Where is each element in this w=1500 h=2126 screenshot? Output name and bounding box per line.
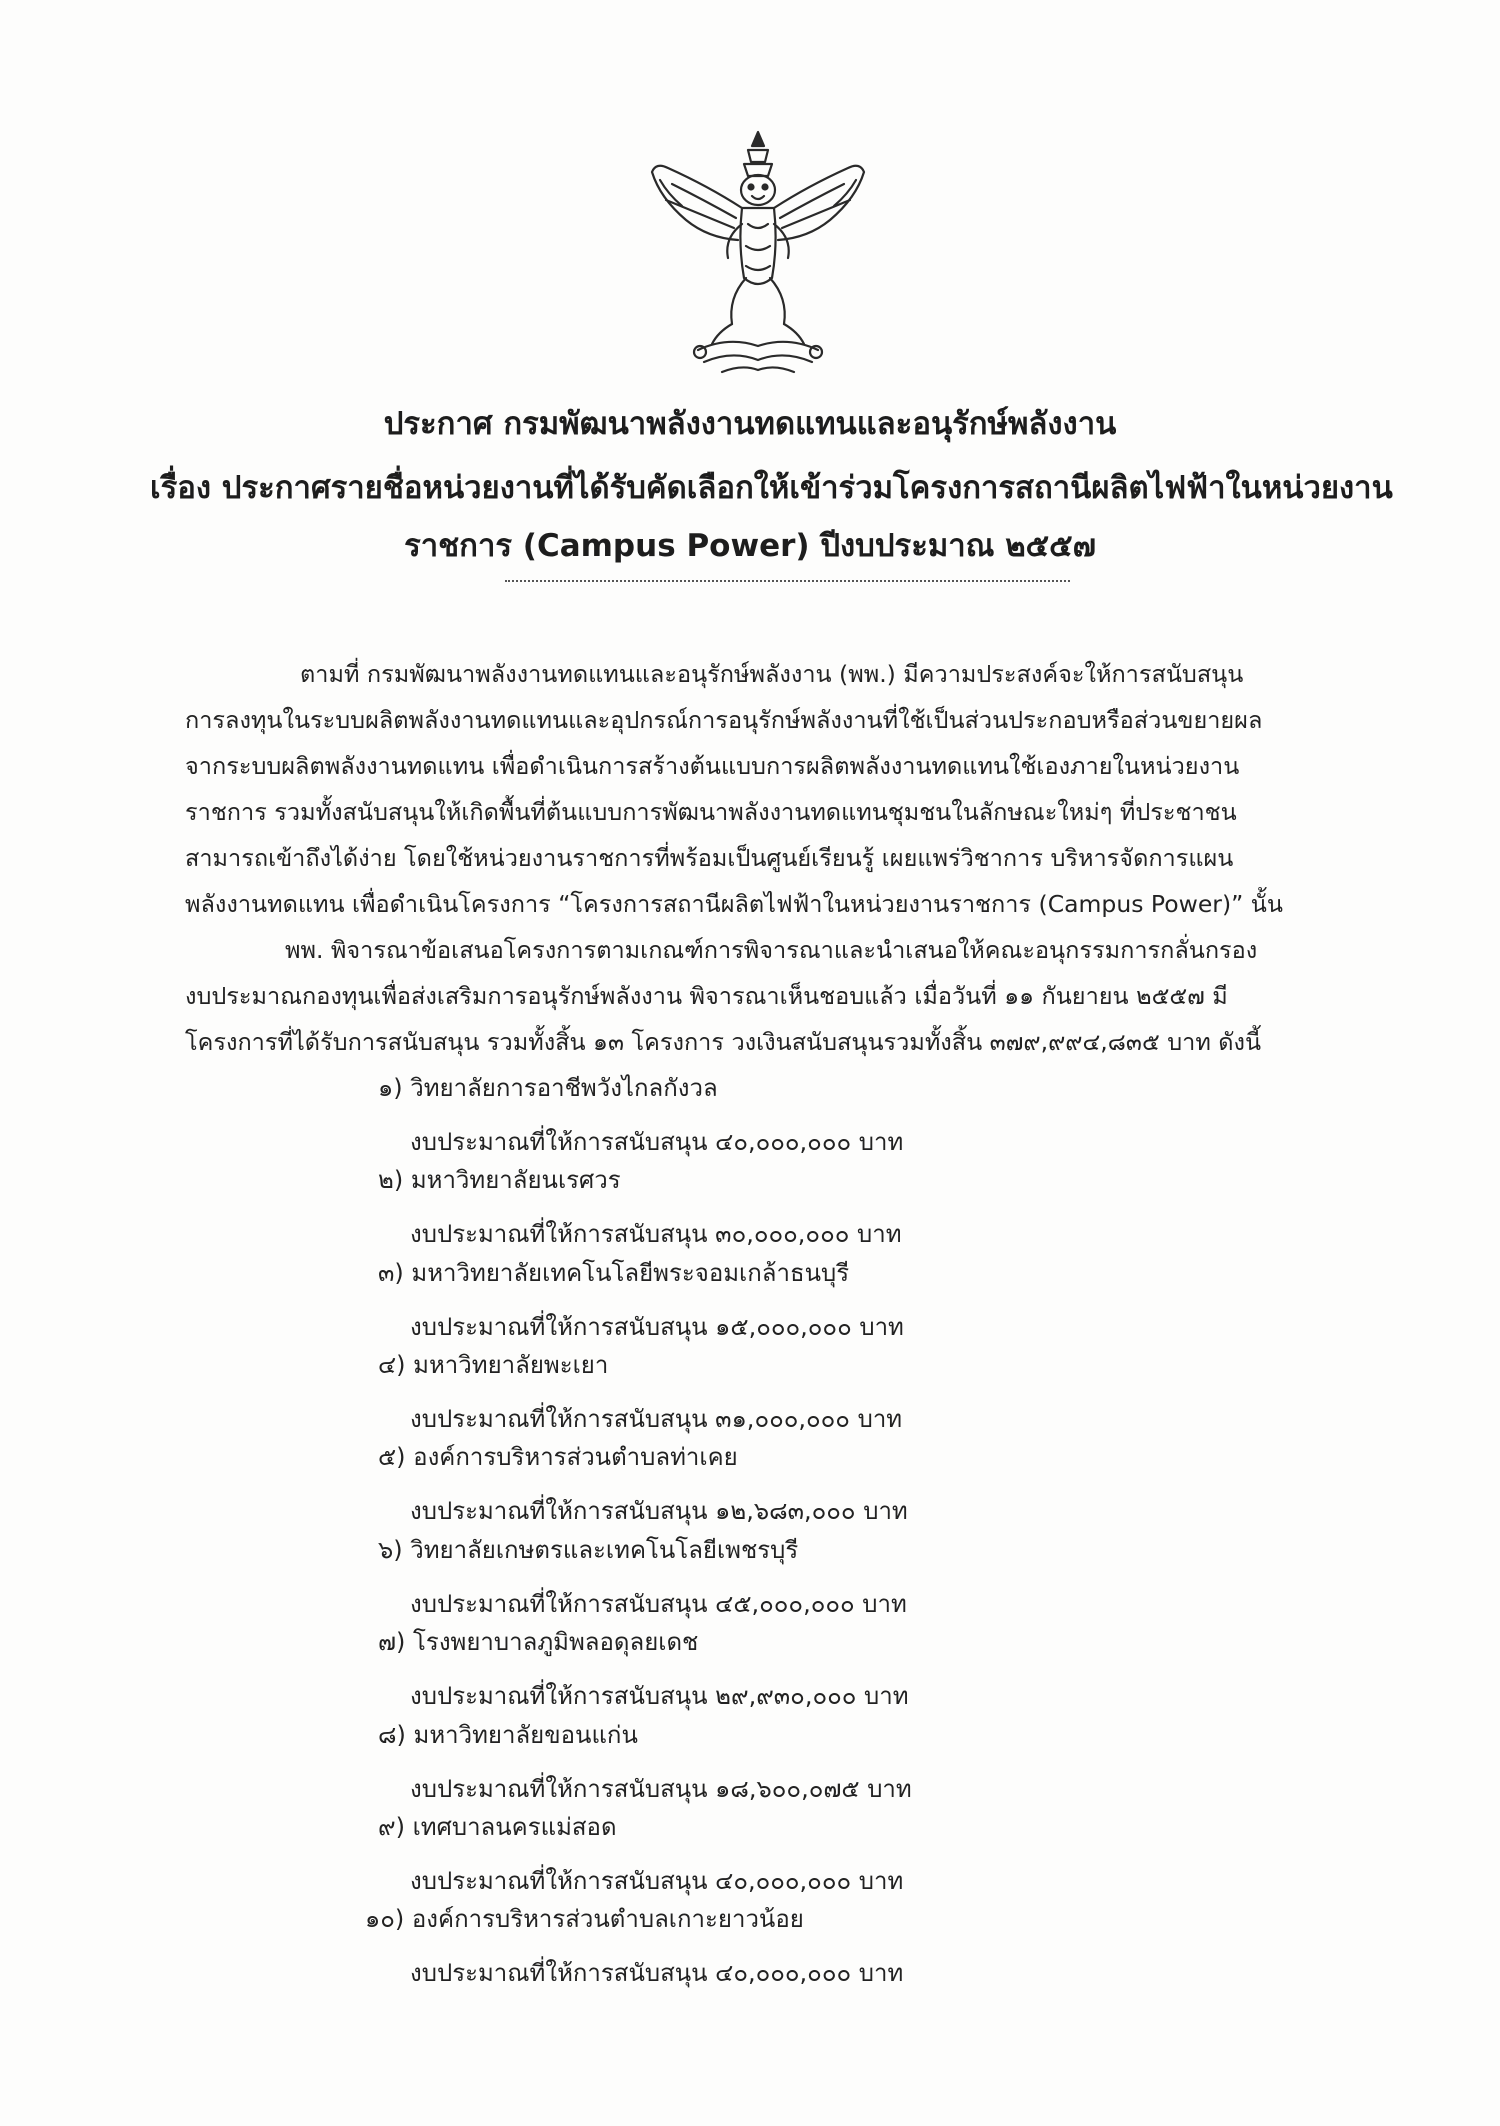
list-item-name: ๘) มหาวิทยาลัยขอนแก่น [378,1721,638,1749]
list-item-budget: งบประมาณที่ให้การสนับสนุน ๓๑,๐๐๐,๐๐๐ บาท [410,1405,903,1433]
list-item-name: ๑๐) องค์การบริหารส่วนตำบลเกาะยาวน้อย [365,1905,804,1933]
list-item-name: ๕) องค์การบริหารส่วนตำบลท่าเคย [378,1443,738,1471]
announcement-subject-cont: ราชการ (Campus Power) ปีงบประมาณ ๒๕๕๗ [404,528,1096,564]
list-item-budget: งบประมาณที่ให้การสนับสนุน ๔๕,๐๐๐,๐๐๐ บาท [410,1590,907,1618]
list-item-name: ๔) มหาวิทยาลัยพะเยา [378,1351,609,1379]
list-item-name: ๙) เทศบาลนครแม่สอด [378,1813,617,1841]
list-item-budget: งบประมาณที่ให้การสนับสนุน ๑๕,๐๐๐,๐๐๐ บาท [410,1313,904,1341]
paragraph-line: ราชการ รวมทั้งสนับสนุนให้เกิดพื้นที่ต้นแบบการพัฒนาพลังงานทดแทนชุมชนในลักษณะใหม่ๆ ที่ประชาชน [185,798,1237,826]
list-item-budget: งบประมาณที่ให้การสนับสนุน ๔๐,๐๐๐,๐๐๐ บาท [410,1128,904,1156]
announcement-subject: เรื่อง ประกาศรายชื่อหน่วยงานที่ได้รับคัดเลือกให้เข้าร่วมโครงการสถานีผลิตไฟฟ้าในหน่วยงาน [150,470,1393,506]
paragraph-line: พพ. พิจารณาข้อเสนอโครงการตามเกณฑ์การพิจารณาและนำเสนอให้คณะอนุกรรมการกลั่นกรอง [285,936,1258,964]
garuda-emblem-icon [638,128,878,380]
list-item-budget: งบประมาณที่ให้การสนับสนุน ๑๒,๖๘๓,๐๐๐ บาท [410,1497,908,1525]
list-item-budget: งบประมาณที่ให้การสนับสนุน ๔๐,๐๐๐,๐๐๐ บาท [410,1867,904,1895]
dotted-separator [505,580,1070,582]
list-item-name: ๗) โรงพยาบาลภูมิพลอดุลยเดช [378,1628,699,1656]
list-item-budget: งบประมาณที่ให้การสนับสนุน ๒๙,๙๓๐,๐๐๐ บาท [410,1682,909,1710]
announcement-title: ประกาศ กรมพัฒนาพลังงานทดแทนและอนุรักษ์พลังงาน [383,406,1117,442]
paragraph-line: การลงทุนในระบบผลิตพลังงานทดแทนและอุปกรณ์การอนุรักษ์พลังงานที่ใช้เป็นส่วนประกอบหรือส่วนขยายผล [185,706,1263,734]
list-item-name: ๑) วิทยาลัยการอาชีพวังไกลกังวล [378,1074,718,1102]
paragraph-line: สามารถเข้าถึงได้ง่าย โดยใช้หน่วยงานราชการที่พร้อมเป็นศูนย์เรียนรู้ เผยแพร่วิชาการ บริหารจัดการแผน [185,844,1234,872]
paragraph-line: พลังงานทดแทน เพื่อดำเนินโครงการ “โครงการสถานีผลิตไฟฟ้าในหน่วยงานราชการ (Campus Power)” นั้น [185,890,1283,918]
list-item-budget: งบประมาณที่ให้การสนับสนุน ๑๘,๖๐๐,๐๗๕ บาท [410,1775,912,1803]
list-item-budget: งบประมาณที่ให้การสนับสนุน ๓๐,๐๐๐,๐๐๐ บาท [410,1220,902,1248]
list-item-name: ๓) มหาวิทยาลัยเทคโนโลยีพระจอมเกล้าธนบุรี [378,1259,850,1287]
list-item-budget: งบประมาณที่ให้การสนับสนุน ๔๐,๐๐๐,๐๐๐ บาท [410,1959,904,1987]
list-item-name: ๒) มหาวิทยาลัยนเรศวร [378,1166,621,1194]
list-item-name: ๖) วิทยาลัยเกษตรและเทคโนโลยีเพชรบุรี [378,1536,799,1564]
paragraph-line: ตามที่ กรมพัฒนาพลังงานทดแทนและอนุรักษ์พลังงาน (พพ.) มีความประสงค์จะให้การสนับสนุน [300,660,1244,688]
paragraph-line: งบประมาณกองทุนเพื่อส่งเสริมการอนุรักษ์พลังงาน พิจารณาเห็นชอบแล้ว เมื่อวันที่ ๑๑ กันยายน ๒๕๕๗ มี [185,982,1228,1010]
paragraph-line: จากระบบผลิตพลังงานทดแทน เพื่อดำเนินการสร้างต้นแบบการผลิตพลังงานทดแทนใช้เองภายในหน่วยงาน [185,752,1240,780]
paragraph-line: โครงการที่ได้รับการสนับสนุน รวมทั้งสิ้น ๑๓ โครงการ วงเงินสนับสนุนรวมทั้งสิ้น ๓๗๙,๙๙๔,๘๓๕ บาท ดังนี้ [185,1028,1262,1056]
